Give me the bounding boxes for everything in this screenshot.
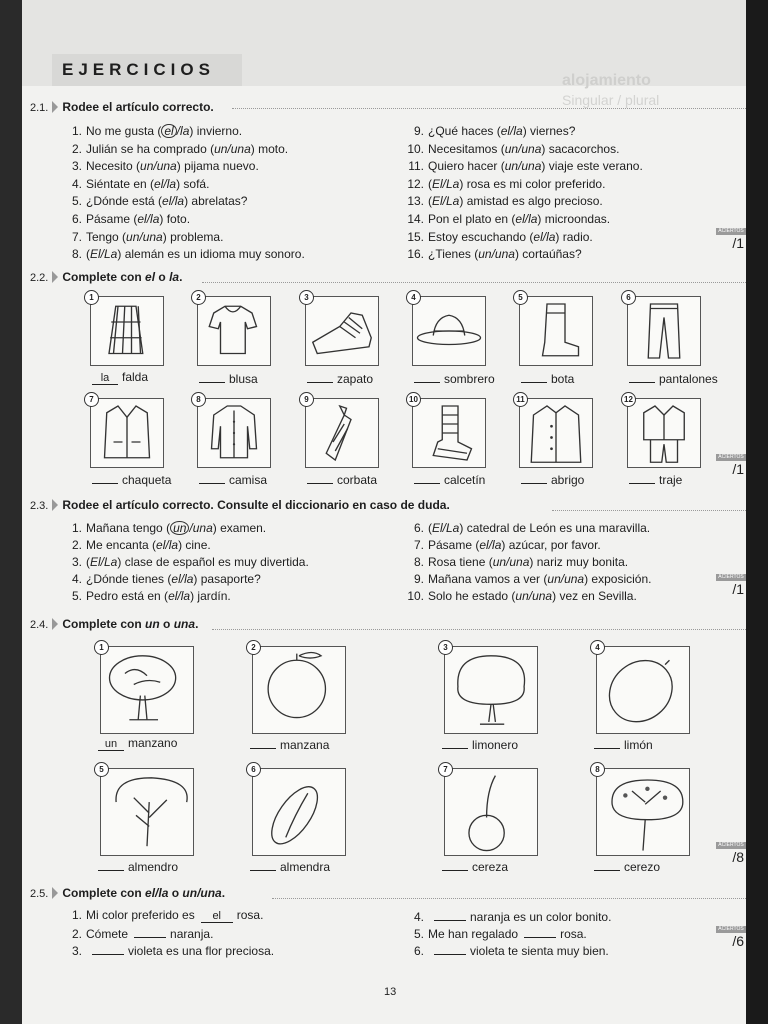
exercise-sentence[interactable] [404,521,650,535]
circled-answer: un [170,521,189,535]
sentence-prefix: Cómete [86,927,129,941]
section-2-5-heading [30,886,225,900]
section-number: 2.4. [30,619,49,631]
section-divider [232,108,746,109]
score-label: ACIERTOS [716,454,746,461]
item-number: 1. [71,521,82,535]
exercise-sentence[interactable] [404,124,575,138]
section-divider [272,898,746,899]
item-number: 6. [71,212,82,226]
word-label: limón [624,738,653,752]
exercise-sentence[interactable] [62,555,309,569]
answer-blank[interactable] [594,736,620,749]
answer-blank[interactable] [250,858,276,871]
item-number-badge: 8 [590,762,605,777]
section-2-3-heading [30,498,450,512]
fill-in-sentence [404,908,611,924]
exercise-sentence[interactable] [62,177,209,191]
section-number: 2.3. [30,500,49,512]
word-label: sombrero [444,372,495,386]
sentence-text: (El/La) alemán es un idioma muy sonoro. [86,247,305,262]
item-number: 5. [71,194,82,209]
arrow-icon [52,887,58,899]
exercise-sentence[interactable] [404,212,610,226]
answer-blank[interactable] [199,471,225,484]
picture-box [519,398,593,468]
item-number-badge: 2 [191,290,206,305]
picture-box [197,398,271,468]
sentence-text: ¿Dónde tienes (el/la) pasaporte? [86,572,261,586]
word-label: corbata [337,473,378,487]
item-number-badge: 11 [513,392,528,407]
fill-in-sentence [62,908,263,923]
item-number-badge: 7 [84,392,99,407]
sentence-text: Julián se ha comprado (un/una) moto. [86,141,289,156]
sentence-text: (El/La) catedral de León es una maravilla. [428,521,651,535]
answer-row [307,471,377,487]
picture-box [90,398,164,468]
picture-box [444,646,538,734]
picture-box [90,296,164,366]
item-number-badge: 6 [621,290,636,305]
answer-blank[interactable] [414,370,440,383]
answer-row [521,471,584,487]
word-label: cerezo [624,860,661,874]
item-number: 1. [71,908,82,922]
exercise-sentence[interactable] [62,572,261,586]
item-number: 5. [71,589,82,603]
answer-row [199,370,258,386]
sentence-text: Pedro está en (el/la) jardín. [86,589,231,603]
item-number-badge: 10 [406,392,421,407]
picture-box [100,768,194,856]
exercise-sentence[interactable] [62,194,247,208]
score-box-2-2[interactable] [716,454,746,477]
exercise-sentence[interactable] [404,142,619,156]
picture-box [444,768,538,856]
illustration-bota-icon [520,297,592,365]
sentence-text: Me encanta (el/la) cine. [86,538,211,552]
illustration-zapato-icon [306,297,378,365]
item-number: 4. [71,176,82,191]
illustration-camisa-icon [198,399,270,467]
score-box-2-5[interactable] [716,926,746,949]
circled-answer: el [161,124,176,138]
illustration-blusa-icon [198,297,270,365]
sentence-text: ¿Dónde está (el/la) abrelatas? [86,194,248,209]
section-divider [552,510,746,511]
exercise-sentence[interactable] [62,589,231,603]
sentence-text: Pásame (el/la) foto. [86,212,191,226]
section-2-2-heading [30,270,182,284]
word-label: manzana [280,738,330,752]
exercise-sentence[interactable] [404,177,605,191]
illustration-corbata-icon [306,399,378,467]
illustration-almendro-icon [101,769,193,855]
answer-blank[interactable] [521,370,547,383]
score-label: ACIERTOS [716,842,746,849]
picture-box [519,296,593,366]
sentence-text: Mañana tengo ( un /una) examen. [86,521,267,535]
section-title: Complete con un o una. [62,617,199,631]
item-number: 3. [71,159,82,174]
word-label: falda [122,370,149,384]
exercise-sentence[interactable] [62,230,223,244]
item-number: 7. [71,229,82,244]
exercise-sentence[interactable] [62,159,259,173]
answer-row [414,471,485,487]
arrow-icon [52,618,58,630]
answer-blank[interactable]: un [98,738,124,751]
word-label: zapato [337,372,374,386]
arrow-icon [52,101,58,113]
word-label: blusa [229,372,258,386]
sentence-suffix: naranja es un color bonito. [470,910,612,924]
scan-edge [746,0,768,1024]
sentence-text: No me gusta ( el /la) invierno. [86,124,243,138]
sentence-text: ¿Tienes (un/una) cortaúñas? [428,247,582,262]
score-value: /1 [732,581,744,597]
picture-box [305,296,379,366]
item-number-badge: 8 [191,392,206,407]
illustration-pantalones-icon [628,297,700,365]
illustration-sombrero-icon [413,297,485,365]
exercise-sentence[interactable] [62,124,242,138]
item-number: 7. [413,538,424,552]
answer-blank[interactable] [98,858,124,871]
exercise-sentence[interactable] [62,212,190,226]
bleed-through-title: alojamiento [562,72,651,89]
answer-blank[interactable] [307,471,333,484]
illustration-calcetín-icon [413,399,485,467]
item-number-badge: 4 [406,290,421,305]
item-number-badge: 9 [299,392,314,407]
page-title: EJERCICIOS [62,60,215,79]
illustration-cerezo-icon [597,769,689,855]
item-number: 3. [71,944,82,958]
bleed-through-subtitle: Singular / plural [562,92,660,108]
sentence-text: (El/La) clase de español es muy divertida. [86,555,309,569]
sentence-prefix: Mi color preferido es [86,908,195,922]
score-value: /6 [732,933,744,949]
answer-row [199,471,267,487]
answer-blank[interactable] [434,908,466,921]
item-number-badge: 5 [94,762,109,777]
word-label: chaqueta [122,473,172,487]
item-number-badge: 6 [246,762,261,777]
fill-in-sentence [62,942,274,958]
item-number-badge: 3 [299,290,314,305]
section-title: Rodee el artículo correcto. Consulte el diccionario en caso de duda. [62,498,450,512]
workbook-page [22,0,746,1024]
score-box-2-3[interactable] [716,574,746,597]
picture-box [596,768,690,856]
answer-row [414,370,495,386]
score-value: /1 [732,461,744,477]
answer-row [92,370,148,385]
sentence-text: (El/La) amistad es algo precioso. [428,194,603,209]
sentence-text: Siéntate en (el/la) sofá. [86,176,210,191]
answer-row [250,736,329,752]
item-number-badge: 3 [438,640,453,655]
illustration-cereza-icon [445,769,537,855]
item-number: 8. [71,247,82,262]
section-2-4-heading [30,617,198,631]
item-number-badge: 1 [84,290,99,305]
answer-blank[interactable] [594,858,620,871]
answer-row [98,736,177,751]
answer-blank[interactable] [199,370,225,383]
answer-row [307,370,373,386]
word-label: traje [659,473,683,487]
sentence-text: Estoy escuchando (el/la) radio. [428,229,593,244]
answer-blank[interactable] [307,370,333,383]
section-2-1-heading [30,100,214,114]
item-number: 10. [407,589,424,603]
sentence-text: Quiero hacer (un/una) viaje este verano. [428,159,643,174]
sentence-text: Mañana vamos a ver (un/una) exposición. [428,572,652,586]
word-label: almendro [128,860,179,874]
answer-blank[interactable]: la [92,372,118,385]
sentence-text: Rosa tiene (un/una) nariz muy bonita. [428,555,629,569]
illustration-manzano-icon [101,647,193,733]
item-number: 1. [71,124,82,138]
item-number-badge: 5 [513,290,528,305]
sentence-suffix: violeta te sienta muy bien. [470,944,609,958]
score-label: ACIERTOS [716,574,746,581]
answer-blank[interactable] [434,942,466,955]
exercise-sentence[interactable] [404,572,651,586]
answer-row [442,736,518,752]
item-number: 10. [407,141,424,156]
answer-blank[interactable] [521,471,547,484]
answer-row [629,370,718,386]
exercise-sentence[interactable] [404,555,628,569]
answer-blank[interactable]: el [201,910,233,923]
item-number-badge: 12 [621,392,636,407]
answer-row [92,471,171,487]
answer-row [594,858,660,874]
item-number: 9. [413,572,424,586]
section-title: Rodee el artículo correcto. [62,100,214,114]
picture-box [100,646,194,734]
exercise-sentence[interactable] [62,521,266,535]
sentence-suffix: rosa. [236,908,264,922]
fill-in-sentence [62,925,213,941]
picture-box [252,768,346,856]
section-divider [202,282,746,283]
item-number: 13. [407,194,424,209]
word-label: limonero [472,738,519,752]
picture-box [197,296,271,366]
picture-box [596,646,690,734]
sentence-suffix: naranja. [170,927,214,941]
word-label: calcetín [444,473,486,487]
item-number: 4. [71,572,82,586]
picture-box [305,398,379,468]
score-label: ACIERTOS [716,926,746,933]
arrow-icon [52,499,58,511]
exercise-sentence[interactable] [404,194,603,208]
item-number-badge: 2 [246,640,261,655]
item-number: 12. [407,176,424,191]
illustration-traje-icon [628,399,700,467]
score-label: ACIERTOS [716,228,746,235]
answer-blank[interactable] [629,370,655,383]
item-number: 3. [71,555,82,569]
page-number: 13 [384,986,397,998]
sentence-text: Tengo (un/una) problema. [86,229,224,244]
answer-blank[interactable] [250,736,276,749]
sentence-text: Necesitamos (un/una) sacacorchos. [428,141,620,156]
sentence-suffix: rosa. [560,927,587,941]
picture-box [627,398,701,468]
word-label: manzano [128,736,178,750]
item-number: 2. [71,538,82,552]
illustration-abrigo-icon [520,399,592,467]
sentence-text: Pásame (el/la) azúcar, por favor. [428,538,601,552]
section-number: 2.1. [30,102,49,114]
item-number: 2. [71,141,82,156]
sentence-text: Pon el plato en (el/la) microondas. [428,212,611,226]
fill-in-sentence [404,942,609,958]
sentence-suffix: violeta es una flor preciosa. [128,944,275,958]
illustration-limonero-icon [445,647,537,733]
answer-blank[interactable] [629,471,655,484]
score-value: /8 [732,849,744,865]
arrow-icon [52,271,58,283]
answer-row [629,471,682,487]
answer-row [98,858,178,874]
answer-blank[interactable] [134,925,166,938]
item-number-badge: 7 [438,762,453,777]
answer-blank[interactable] [92,942,124,955]
word-label: bota [551,372,575,386]
item-number-badge: 4 [590,640,605,655]
section-divider [212,629,746,630]
answer-row [442,858,508,874]
answer-blank[interactable] [442,858,468,871]
answer-row [594,736,653,752]
section-title: Complete con el o la. [62,270,183,284]
item-number: 6. [413,521,424,535]
answer-row [250,858,330,874]
exercise-sentence[interactable] [404,230,593,244]
item-number: 11. [408,159,424,174]
item-number: 4. [413,910,424,924]
picture-box [252,646,346,734]
answer-row [521,370,574,386]
item-number: 8. [413,555,424,569]
illustration-almendra-icon [253,769,345,855]
exercise-sentence[interactable] [62,538,211,552]
word-label: pantalones [659,372,718,386]
exercise-sentence[interactable] [404,159,643,173]
score-box-2-1[interactable] [716,228,746,251]
answer-blank[interactable] [524,925,556,938]
sentence-text: Necesito (un/una) pijama nuevo. [86,159,259,174]
word-label: almendra [280,860,331,874]
word-label: abrigo [551,473,585,487]
sentence-prefix: Me han regalado [428,927,519,941]
section-title: Complete con el/la o un/una. [62,886,226,900]
item-number: 9. [413,124,424,138]
exercise-sentence[interactable] [62,142,288,156]
section-number: 2.2. [30,272,49,284]
sentence-text: ¿Qué haces (el/la) viernes? [428,124,576,138]
answer-blank[interactable] [92,471,118,484]
illustration-limón-icon [597,647,689,733]
item-number: 5. [413,927,424,941]
exercise-sentence[interactable] [404,538,601,552]
picture-box [412,398,486,468]
illustration-chaqueta-icon [91,399,163,467]
score-value: /1 [732,235,744,251]
word-label: camisa [229,473,268,487]
picture-box [627,296,701,366]
word-label: cereza [472,860,509,874]
illustration-falda-icon [91,297,163,365]
sentence-text: (El/La) rosa es mi color preferido. [428,176,606,191]
answer-blank[interactable] [442,736,468,749]
section-number: 2.5. [30,888,49,900]
item-number: 15. [407,229,424,244]
item-number: 2. [71,927,82,941]
item-number: 6. [413,944,424,958]
answer-blank[interactable] [414,471,440,484]
exercise-sentence[interactable] [404,589,637,603]
score-box-2-4[interactable] [716,842,746,865]
illustration-manzana-icon [253,647,345,733]
item-number: 16. [407,247,424,262]
exercise-sentence[interactable] [62,247,305,261]
picture-box [412,296,486,366]
exercise-sentence[interactable] [404,247,582,261]
item-number-badge: 1 [94,640,109,655]
fill-in-sentence [404,925,587,941]
item-number: 14. [407,212,424,226]
sentence-text: Solo he estado (un/una) vez en Sevilla. [428,589,637,603]
